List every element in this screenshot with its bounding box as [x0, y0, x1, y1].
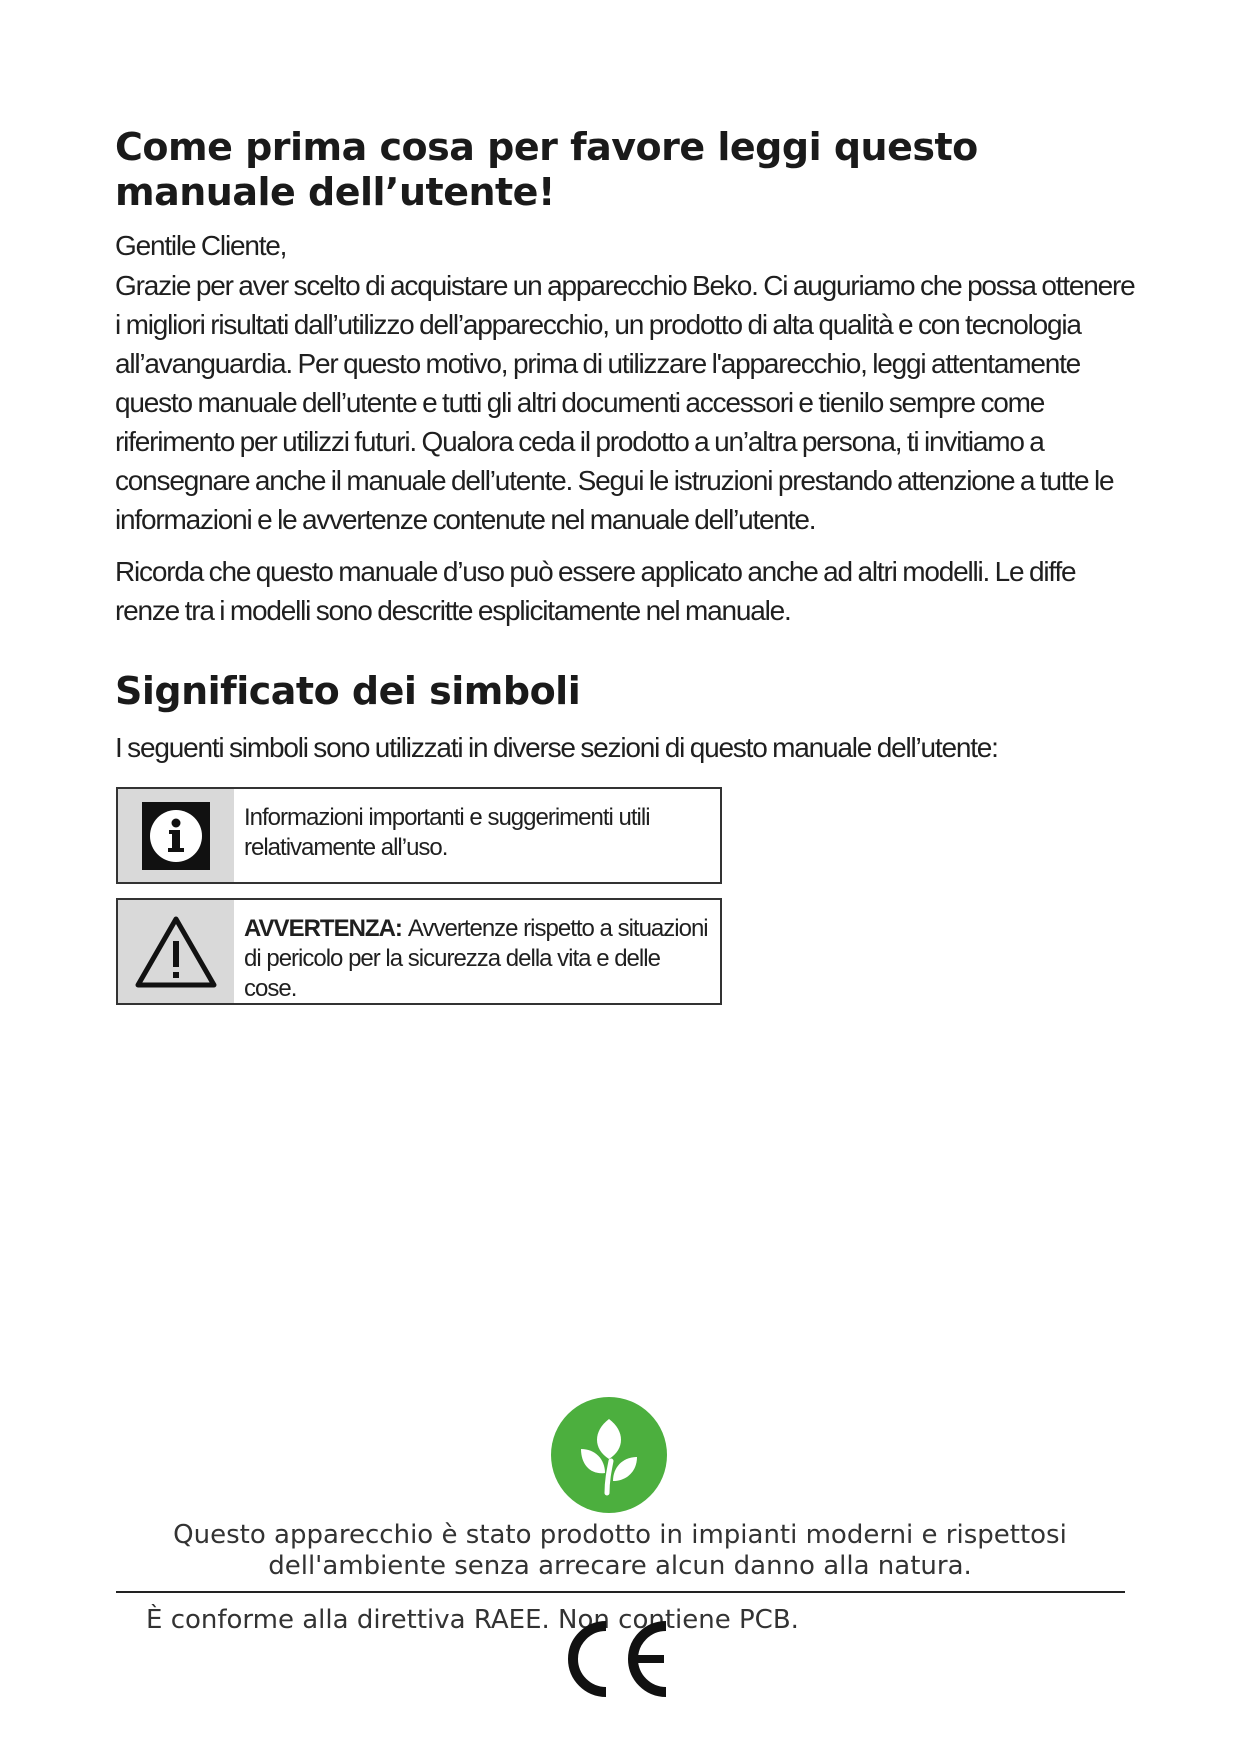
page-title: Come prima cosa per favore leggi questo manuale dell’utente!: [115, 125, 978, 214]
warning-label: AVVERTENZA:: [244, 915, 402, 942]
eco-statement: Questo apparecchio è stato prodotto in impianti moderni e rispettosi dell'ambiente senza arrecare alcun danno alla natura.: [173, 1520, 1067, 1581]
intro-paragraph: Grazie per aver scelto di acquistare un apparecchio Beko. Ci auguriamo che possa ottenere i migliori risultati dall’utilizzo dell’apparecchio, un prodotto di alta qualità e con tecnologia all’avanguardia. Per questo motivo, prima di utilizzare l'apparecchio, leggi attentamente questo manuale dell’utente e tutti gli altri documenti accessori e tienilo sempre come riferimento per utilizzi futuri. Qualora ceda il prodotto a un’altra persona, ti invitiamo a consegnare anche il manuale dell’utente. Segui le istruzioni prestando attenzione a tutte le informazioni e le avvertenze contenute nel manuale dell’utente.: [115, 270, 1135, 535]
warning-triangle-icon: [134, 915, 218, 989]
raee-statement: È conforme alla direttiva RAEE. Non contiene PCB.: [146, 1605, 799, 1635]
info-icon-cell: [118, 789, 234, 882]
warning-text: Avvertenze rispetto a situazioni di pericolo per la sicurezza della vita e delle cose.: [244, 915, 708, 1002]
warning-symbol-description: [234, 900, 720, 1003]
models-note-paragraph: Ricorda che questo manuale d’uso può essere applicato anche ad altri modelli. Le diffe renze tra i modelli sono descritte esplicitamente nel manuale.: [115, 556, 1076, 626]
ce-mark-icon: [566, 1620, 676, 1698]
greeting: Gentile Cliente,: [115, 230, 287, 261]
symbols-section-intro: I seguenti simboli sono utilizzati in diverse sezioni di questo manuale dell’utente:: [115, 732, 998, 763]
info-icon: [142, 802, 210, 870]
leaf-icon: [551, 1397, 667, 1513]
info-symbol-description: Informazioni importanti e suggerimenti utili relativamente all’uso.: [244, 804, 650, 861]
footer-divider: [116, 1591, 1125, 1593]
warning-icon-cell: [118, 900, 234, 1003]
info-symbol-box: [116, 787, 722, 884]
symbols-section-title: Significato dei simboli: [115, 669, 581, 713]
warning-symbol-box: [116, 898, 722, 1005]
